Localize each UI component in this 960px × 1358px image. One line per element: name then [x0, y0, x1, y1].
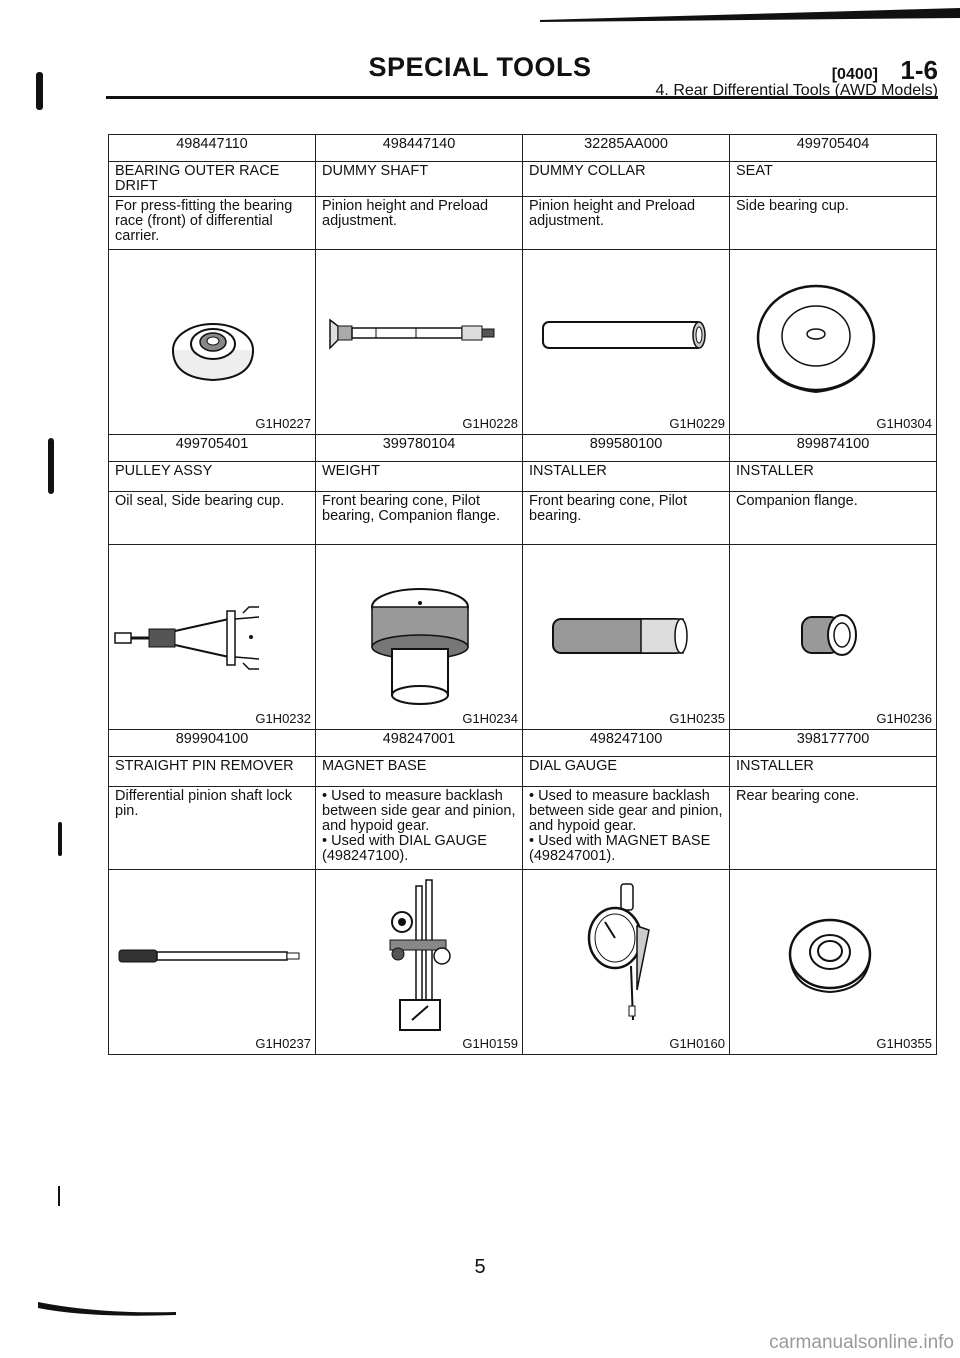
tool-description: Pinion height and Preload adjustment. — [523, 197, 730, 250]
part-number: 499705404 — [730, 135, 937, 162]
part-number: 498447140 — [316, 135, 523, 162]
tool-name: PULLEY ASSY — [109, 462, 316, 492]
tool-name-row — [109, 162, 937, 197]
figure-number: G1H0235 — [669, 711, 725, 726]
tool-description: Side bearing cup. — [730, 197, 937, 250]
tool-name: INSTALLER — [730, 757, 937, 787]
tool-name: BEARING OUTER RACE DRIFT — [109, 162, 316, 197]
scan-artifact — [540, 4, 960, 24]
tool-description: Companion flange. — [730, 492, 937, 545]
tool-name: INSTALLER — [523, 462, 730, 492]
tool-description: For press-fitting the bearing race (front) of differential carrier. — [109, 197, 316, 250]
part-number: 398177700 — [730, 730, 937, 757]
tool-description: Front bearing cone, Pilot bearing, Companion flange. — [316, 492, 523, 545]
bearing-drift-icon — [109, 250, 316, 430]
figure-number: G1H0355 — [876, 1036, 932, 1051]
tool-description: Front bearing cone, Pilot bearing. — [523, 492, 730, 545]
tool-illustration-row — [109, 250, 937, 435]
page-number: 5 — [474, 1256, 486, 1278]
tool-name: DUMMY SHAFT — [316, 162, 523, 197]
part-number: 498247100 — [523, 730, 730, 757]
tool-illustration — [730, 250, 937, 435]
figure-number: G1H0237 — [255, 1036, 311, 1051]
part-number-row — [109, 435, 937, 462]
part-number-row — [109, 730, 937, 757]
tool-illustration — [523, 545, 730, 730]
tool-illustration — [523, 250, 730, 435]
weight-icon — [316, 545, 523, 725]
tool-illustration — [109, 545, 316, 730]
binding-mark — [58, 822, 62, 856]
binding-mark — [58, 1186, 60, 1206]
page-title: SPECIAL TOOLS — [368, 52, 592, 82]
tool-description: Oil seal, Side bearing cup. — [109, 492, 316, 545]
pin-remover-icon — [109, 870, 316, 1050]
dummy-collar-icon — [523, 250, 730, 430]
dummy-shaft-icon — [316, 250, 523, 430]
tool-name: INSTALLER — [730, 462, 937, 492]
figure-number: G1H0227 — [255, 416, 311, 431]
tool-name-row — [109, 757, 937, 787]
tool-description-row — [109, 492, 937, 545]
tool-description: • Used to measure backlash between side gear and pinion, and hypoid gear. • Used with MAGNET BASE (498247001). — [523, 787, 730, 870]
tool-illustration — [316, 545, 523, 730]
part-number: 899874100 — [730, 435, 937, 462]
page-subtitle: 4. Rear Differential Tools (AWD Models) — [655, 82, 938, 99]
tool-description: Pinion height and Preload adjustment. — [316, 197, 523, 250]
tool-name: MAGNET BASE — [316, 757, 523, 787]
figure-number: G1H0160 — [669, 1036, 725, 1051]
tool-name: STRAIGHT PIN REMOVER — [109, 757, 316, 787]
tool-illustration — [730, 545, 937, 730]
figure-number: G1H0228 — [462, 416, 518, 431]
watermark-text: carmanualsonline.info — [769, 1332, 954, 1353]
header-right — [656, 55, 938, 100]
part-number: 899580100 — [523, 435, 730, 462]
header-rule — [106, 96, 938, 99]
figure-number: G1H0304 — [876, 416, 932, 431]
tool-name: WEIGHT — [316, 462, 523, 492]
special-tools-table — [108, 134, 937, 1055]
tool-description: Differential pinion shaft lock pin. — [109, 787, 316, 870]
pulley-assy-icon — [109, 545, 316, 725]
tool-name: SEAT — [730, 162, 937, 197]
tool-illustration-row — [109, 545, 937, 730]
figure-number: G1H0159 — [462, 1036, 518, 1051]
figure-number: G1H0236 — [876, 711, 932, 726]
tool-description: Rear bearing cone. — [730, 787, 937, 870]
tool-illustration — [109, 870, 316, 1055]
tool-illustration — [730, 870, 937, 1055]
figure-number: G1H0234 — [462, 711, 518, 726]
section-code: [0400] — [831, 66, 878, 83]
tool-name: DIAL GAUGE — [523, 757, 730, 787]
tool-illustration — [316, 870, 523, 1055]
tool-name: DUMMY COLLAR — [523, 162, 730, 197]
page-reference: 1-6 — [900, 55, 938, 85]
tool-illustration-row — [109, 870, 937, 1055]
binding-mark — [48, 438, 54, 494]
installer-sleeve-icon — [523, 545, 730, 725]
tool-illustration — [316, 250, 523, 435]
part-number: 498247001 — [316, 730, 523, 757]
magnet-base-icon — [316, 870, 523, 1050]
dial-gauge-icon — [523, 870, 730, 1050]
part-number-row — [109, 135, 937, 162]
figure-number: G1H0232 — [255, 711, 311, 726]
figure-number: G1H0229 — [669, 416, 725, 431]
pen-mark — [38, 1298, 178, 1318]
tool-description: • Used to measure backlash between side gear and pinion, and hypoid gear. • Used with DIAL GAUGE (498247100). — [316, 787, 523, 870]
part-number: 899904100 — [109, 730, 316, 757]
part-number: 498447110 — [109, 135, 316, 162]
installer-flange-icon — [730, 545, 937, 725]
tool-name-row — [109, 462, 937, 492]
part-number: 32285AA000 — [523, 135, 730, 162]
seat-icon — [730, 250, 937, 430]
part-number: 499705401 — [109, 435, 316, 462]
tool-description-row — [109, 787, 937, 870]
tool-description-row — [109, 197, 937, 250]
tool-illustration — [523, 870, 730, 1055]
part-number: 399780104 — [316, 435, 523, 462]
tool-illustration — [109, 250, 316, 435]
installer-ring-icon — [730, 870, 937, 1050]
